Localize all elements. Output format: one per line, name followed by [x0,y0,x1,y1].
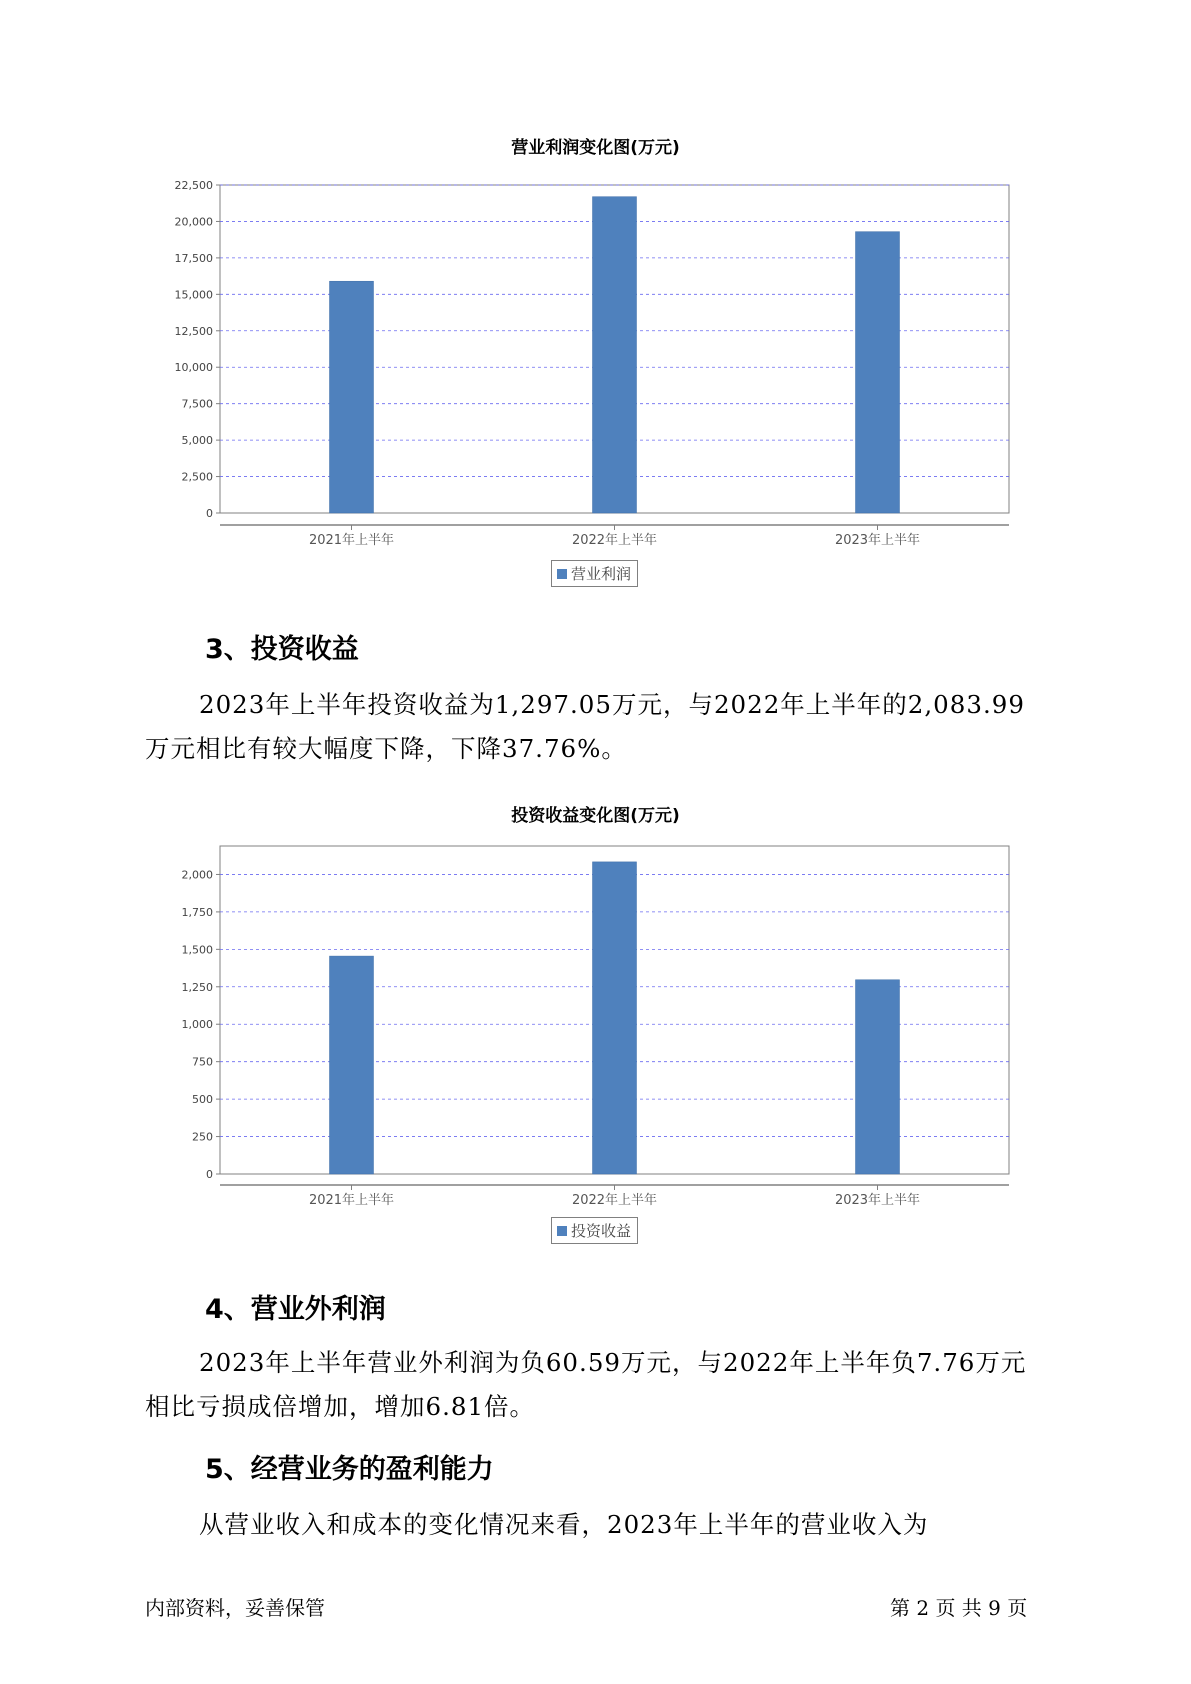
y-tick-label: 1,500 [181,943,213,957]
y-tick-label: 250 [192,1130,213,1144]
chart1-title: 营业利润变化图(万元) [511,138,680,158]
bar [593,862,637,1174]
x-tick-label: 2021年上半年 [308,1193,395,1208]
y-tick-label: 15,000 [174,288,213,302]
x-tick-label: 2021年上半年 [308,533,395,548]
footer-page-number: 第 2 页 共 9 页 [890,1596,1028,1620]
y-tick-label: 750 [192,1055,213,1069]
section3-heading: 3、投资收益 [205,634,359,665]
section4-line2: 相比亏损成倍增加，增加6.81倍。 [145,1392,536,1421]
x-tick-label: 2022年上半年 [571,533,658,548]
y-tick-label: 0 [206,1168,213,1181]
section4-heading: 4、营业外利润 [205,1294,386,1325]
section4-paragraph [145,1341,1065,1429]
y-tick-label: 10,000 [174,361,213,375]
y-tick-label: 1,250 [181,980,213,994]
y-tick-label: 0 [206,507,213,520]
footer-confidential: 内部资料，妥善保管 [145,1596,325,1620]
y-tick-label: 1,750 [181,905,213,919]
section4-line1: 2023年上半年营业外利润为负60.59万元，与2022年上半年负7.76万元 [199,1348,1027,1377]
y-tick-label: 20,000 [174,215,213,229]
y-tick-label: 12,500 [174,324,213,338]
y-tick-label: 2,500 [181,470,213,484]
y-tick-label: 5,000 [181,434,213,448]
section5-paragraph [145,1503,1065,1547]
y-tick-label: 17,500 [174,251,213,265]
y-tick-label: 22,500 [174,179,213,192]
bar [330,956,374,1174]
chart2-legend [551,1217,638,1244]
section5-heading: 5、经营业务的盈利能力 [205,1454,494,1485]
chart2-title: 投资收益变化图(万元) [511,806,680,826]
bar [856,980,900,1174]
legend-swatch [557,1226,567,1236]
section3-line2: 万元相比有较大幅度下降，下降37.76%。 [145,734,627,763]
y-tick-label: 1,000 [181,1018,213,1032]
y-tick-label: 7,500 [181,397,213,411]
x-tick-label: 2022年上半年 [571,1193,658,1208]
y-tick-label: 2,000 [181,868,213,882]
x-tick-label: 2023年上半年 [834,1193,921,1208]
x-tick-label: 2023年上半年 [834,533,921,548]
section3-line1: 2023年上半年投资收益为1,297.05万元，与2022年上半年的2,083.99 [199,690,1025,719]
chart1-legend-label: 营业利润 [571,565,632,583]
section5-line1: 从营业收入和成本的变化情况来看，2023年上半年的营业收入为 [199,1510,929,1539]
chart2-legend-label: 投资收益 [571,1222,632,1240]
y-tick-label: 500 [192,1093,213,1107]
